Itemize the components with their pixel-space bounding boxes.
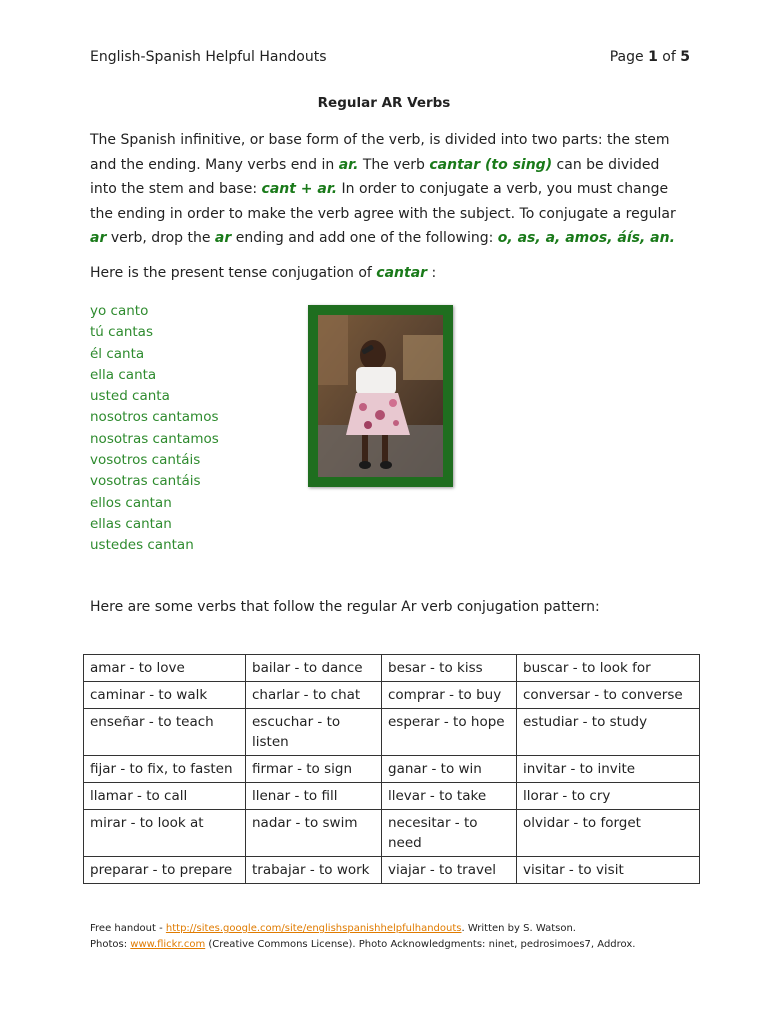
page-indicator (610, 49, 690, 65)
conjugation-item: usted canta (90, 388, 170, 405)
table-cell: llorar - to cry (517, 783, 700, 810)
footer-line-2 (90, 937, 635, 953)
table-cell: escuchar - to listen (246, 709, 382, 756)
intro-paragraph (90, 128, 690, 251)
intro-text-4: In order to conjugate a verb, you must change the ending in order to make the verb agree with the subject. To conjugate a regular (90, 181, 676, 222)
table-cell: preparar - to prepare (84, 857, 246, 884)
conjugation-item: vosotros cantáis (90, 452, 201, 469)
table-cell: invitar - to invite (517, 756, 700, 783)
table-cell: estudiar - to study (517, 709, 700, 756)
intro-ar-2: ar (90, 230, 107, 246)
table-cell: comprar - to buy (382, 682, 517, 709)
present-tense-intro (90, 265, 436, 281)
present-verb: cantar (376, 265, 428, 281)
footer-line-1 (90, 921, 635, 937)
conjugation-list (90, 301, 219, 557)
intro-endings: o, as, a, amos, áís, an. (497, 230, 675, 246)
table-row (84, 810, 700, 857)
conjugation-item: tú cantas (90, 324, 153, 341)
verb-list-intro: Here are some verbs that follow the regular Ar verb conjugation pattern: (90, 599, 600, 615)
table-cell: buscar - to look for (517, 655, 700, 682)
intro-text-1: The Spanish infinitive, or base form of the verb, is divided into two parts: the stem and the ending. Many verbs end in (90, 132, 670, 173)
page-number: 1 (648, 49, 658, 65)
photo-credits: (Creative Commons License). Photo Acknowledgments: ninet, pedrosimoes7, Addrox. (205, 939, 636, 950)
conjugation-item: yo canto (90, 303, 149, 319)
conjugation-item: ustedes cantan (90, 537, 194, 554)
table-cell: nadar - to swim (246, 810, 382, 857)
table-cell: caminar - to walk (84, 682, 246, 709)
intro-ar-3: ar (214, 230, 232, 246)
present-text: Here is the present tense conjugation of (90, 265, 372, 281)
table-cell: charlar - to chat (246, 682, 382, 709)
footer-prefix: Free handout - (90, 923, 166, 934)
flickr-link[interactable]: www.flickr.com (130, 939, 206, 950)
conjugation-item: ellas cantan (90, 515, 172, 532)
intro-text-3: can be divided into the stem and base: (90, 156, 660, 197)
intro-text-2: The verb (358, 156, 425, 173)
intro-text-5: verb, drop the (110, 230, 211, 246)
table-cell: conversar - to converse (517, 682, 700, 709)
conjugation-item: vosotras cantáis (90, 473, 201, 490)
table-cell: fijar - to fix, to fasten (84, 756, 246, 783)
table-row (84, 682, 700, 709)
present-colon: : (427, 265, 437, 281)
table-cell: besar - to kiss (382, 655, 517, 682)
photos-prefix: Photos: (90, 939, 131, 950)
page-total: 5 (680, 49, 690, 65)
of-word: of (662, 49, 676, 65)
conjugation-item: ellos cantan (90, 494, 172, 511)
intro-cant-ar: cant + ar. (261, 181, 338, 197)
table-row (84, 709, 700, 756)
footer (90, 921, 635, 953)
table-cell: llamar - to call (84, 783, 246, 810)
conjugation-item: él canta (90, 345, 145, 362)
intro-ar-ending: ar. (338, 156, 359, 173)
table-cell: bailar - to dance (246, 655, 382, 682)
verb-table (83, 654, 700, 884)
intro-text-6: ending and add one of the following: (235, 230, 494, 246)
singing-girl-photo (308, 305, 453, 487)
intro-cantar: cantar (to sing) (429, 156, 553, 173)
table-cell: esperar - to hope (382, 709, 517, 756)
table-cell: llevar - to take (382, 783, 517, 810)
conjugation-item: nosotras cantamos (90, 430, 219, 447)
page-word: Page (609, 49, 644, 65)
header-title: English-Spanish Helpful Handouts (90, 49, 327, 65)
conjugation-item: nosotros cantamos (90, 409, 219, 426)
table-cell: necesitar - to need (382, 810, 517, 857)
handout-site-link[interactable]: http://sites.google.com/site/englishspanishhelpfulhandouts (165, 923, 462, 934)
table-cell: viajar - to travel (382, 857, 517, 884)
table-row (84, 655, 700, 682)
footer-author: . Written by S. Watson. (461, 923, 576, 934)
table-cell: olvidar - to forget (517, 810, 700, 857)
table-cell: ganar - to win (382, 756, 517, 783)
table-cell: amar - to love (84, 655, 246, 682)
table-row (84, 857, 700, 884)
page-title: Regular AR Verbs (317, 95, 451, 111)
conjugation-item: ella canta (90, 366, 157, 383)
table-cell: llenar - to fill (246, 783, 382, 810)
photo-image (318, 315, 443, 477)
table-cell: trabajar - to work (246, 857, 382, 884)
table-cell: visitar - to visit (517, 857, 700, 884)
table-row (84, 756, 700, 783)
table-row (84, 783, 700, 810)
table-cell: firmar - to sign (246, 756, 382, 783)
table-cell: mirar - to look at (84, 810, 246, 857)
table-cell: enseñar - to teach (84, 709, 246, 756)
